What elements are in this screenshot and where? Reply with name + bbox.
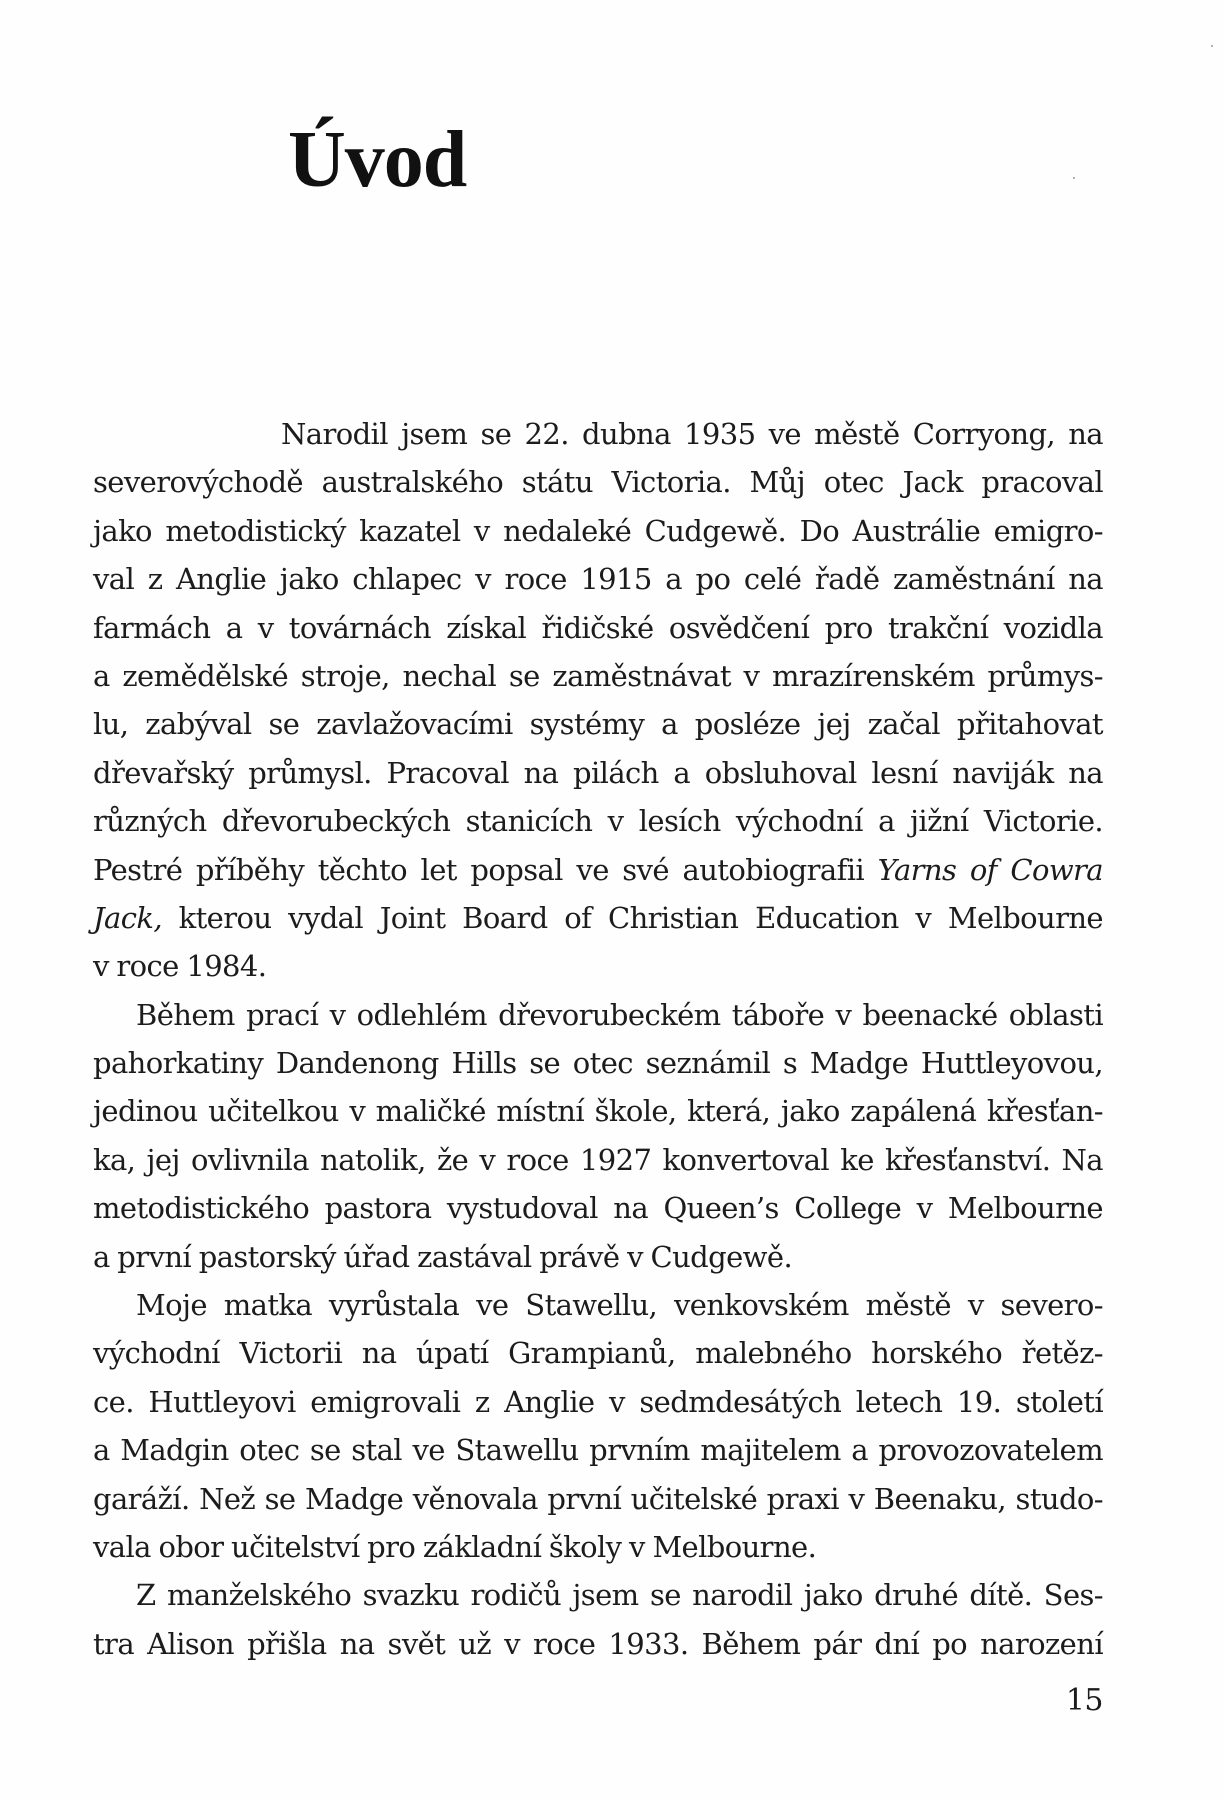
text-line: pahorkatiny Dandenong Hills se otec seznámil s Madge Huttleyovou, — [93, 1046, 1103, 1081]
text-line: východní Victorii na úpatí Grampianů, malebného horského řetěz- — [93, 1336, 1103, 1371]
text-line: jako metodistický kazatel v nedaleké Cudgewě. Do Austrálie emigro- — [93, 513, 1103, 548]
text-line-with-title — [93, 894, 1103, 942]
text-line: lu, zabýval se zavlažovacími systémy a posléze jej začal přitahovat — [93, 707, 1103, 742]
text-line: ka, jej ovlivnila natolik, že v roce 1927 konvertoval ke křesťanství. Na — [93, 1142, 1103, 1177]
text-line: metodistického pastora vystudoval na Queen’s College v Melbourne — [93, 1191, 1103, 1226]
text-line: v roce 1984. — [93, 949, 267, 984]
text-line: Z manželského svazku rodičů jsem se narodil jako druhé dítě. Ses- — [136, 1578, 1103, 1613]
text-line: severovýchodě australského státu Victoria. Můj otec Jack pracoval — [93, 465, 1103, 500]
text-line: tra Alison přišla na svět už v roce 1933. Během pár dní po narození — [93, 1626, 1103, 1661]
text-line: jedinou učitelkou v maličké místní škole, která, jako zapálená křesťan- — [93, 1094, 1103, 1129]
text-line: ce. Huttleyovi emigrovali z Anglie v sedmdesátých letech 19. století — [93, 1384, 1103, 1419]
page-number: 15 — [1065, 1683, 1103, 1718]
text-line: a Madgin otec se stal ve Stawellu prvním majitelem a provozovatelem — [93, 1433, 1103, 1468]
book-title-italic-end: Jack, — [93, 900, 162, 935]
chapter-title: Úvod — [288, 116, 467, 204]
scan-speck — [1211, 45, 1213, 47]
text-line: val z Anglie jako chlapec v roce 1915 a po celé řadě zaměstnání na — [93, 562, 1103, 597]
text-line: farmách a v továrnách získal řidičské osvědčení pro trakční vozidla — [93, 610, 1103, 645]
text-line: garáží. Než se Madge věnovala první učitelské praxi v Beenaku, studo- — [93, 1481, 1103, 1516]
text-segment: Pestré příběhy těchto let popsal ve své autobiografii — [93, 852, 878, 887]
text-line: Moje matka vyrůstala ve Stawellu, venkovském městě v severo- — [136, 1288, 1103, 1323]
text-line: různých dřevorubeckých stanicích v lesích východní a jižní Victorie. — [93, 804, 1103, 839]
scan-speck — [1073, 177, 1075, 179]
book-title-italic: Yarns of Cowra — [877, 852, 1104, 887]
text-line: a první pastorský úřad zastával právě v Cudgewě. — [93, 1239, 793, 1274]
text-line: dřevařský průmysl. Pracoval na pilách a obsluhoval lesní naviják na — [93, 755, 1103, 790]
text-line-with-title — [93, 846, 1103, 894]
text-line: Během prací v odlehlém dřevorubeckém táboře v beenacké oblasti — [136, 997, 1103, 1032]
text-line: Narodil jsem se 22. dubna 1935 ve městě Corryong, na — [281, 417, 1103, 451]
text-segment: kterou vydal Joint Board of Christian Education v Melbourne — [161, 900, 1103, 935]
text-line: a zemědělské stroje, nechal se zaměstnávat v mrazírenském průmys- — [93, 658, 1103, 693]
text-line: vala obor učitelství pro základní školy v Melbourne. — [93, 1529, 817, 1564]
body-text — [93, 410, 1103, 1668]
